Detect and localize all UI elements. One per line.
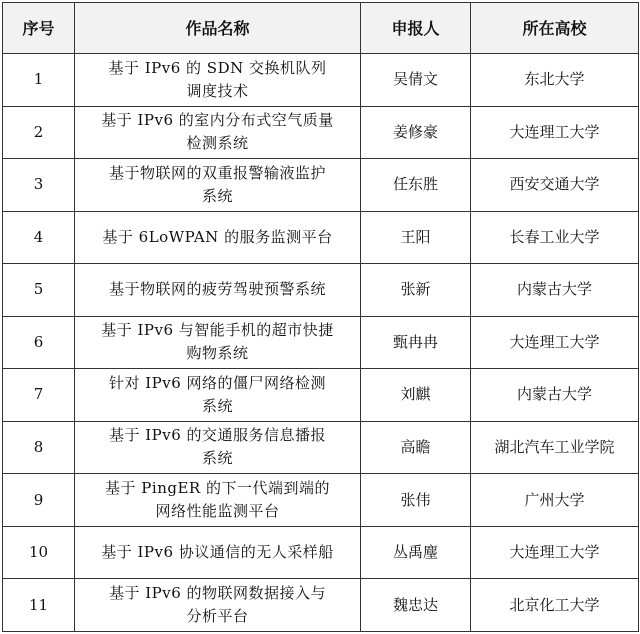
row-title — [75, 579, 361, 632]
row-title-line1: 基于 IPv6 的交通服务信息播报 — [108, 426, 327, 445]
row-school: 内蒙古大学 — [471, 369, 639, 422]
table-row — [3, 54, 639, 107]
row-applicant: 刘麒 — [361, 369, 471, 422]
table-row — [3, 211, 639, 264]
row-title — [75, 316, 361, 369]
row-number: 1 — [3, 54, 75, 107]
row-applicant: 甄冉冉 — [361, 316, 471, 369]
row-school: 广州大学 — [471, 474, 639, 527]
table-row — [3, 421, 639, 474]
table-row — [3, 526, 639, 579]
row-number: 11 — [3, 579, 75, 632]
row-title-line1: 基于 IPv6 与智能手机的超市快捷 — [101, 321, 334, 340]
row-title — [75, 54, 361, 107]
row-applicant: 吴倩文 — [361, 54, 471, 107]
table-row — [3, 106, 639, 159]
row-applicant: 任东胜 — [361, 159, 471, 212]
row-title-line1: 基于 6LoWPAN 的服务监测平台 — [102, 227, 333, 246]
table-body — [3, 54, 639, 632]
table-row — [3, 159, 639, 212]
row-school: 大连理工大学 — [471, 106, 639, 159]
header-title: 作品名称 — [75, 3, 361, 54]
row-school: 北京化工大学 — [471, 579, 639, 632]
row-number: 2 — [3, 106, 75, 159]
row-title-line1: 基于 IPv6 的 SDN 交换机队列 — [108, 58, 327, 77]
row-title — [75, 526, 361, 579]
row-applicant: 高瞻 — [361, 421, 471, 474]
row-school: 大连理工大学 — [471, 526, 639, 579]
awards-table — [2, 2, 639, 632]
row-applicant: 丛禹麈 — [361, 526, 471, 579]
row-title-line2: 分析平台 — [186, 607, 249, 626]
row-title-line2: 系统 — [201, 449, 233, 468]
row-school: 湖北汽车工业学院 — [471, 421, 639, 474]
row-title-line2: 网络性能监测平台 — [155, 502, 280, 521]
row-title-line2: 系统 — [201, 186, 233, 205]
row-number: 10 — [3, 526, 75, 579]
header-school: 所在高校 — [471, 3, 639, 54]
row-title-line1: 基于 IPv6 的室内分布式空气质量 — [101, 111, 334, 130]
row-title-line1: 基于 IPv6 协议通信的无人采样船 — [101, 543, 334, 562]
row-title-line1: 针对 IPv6 网络的僵尸网络检测 — [108, 373, 327, 392]
table-row — [3, 369, 639, 422]
row-number: 5 — [3, 264, 75, 317]
row-applicant: 魏忠达 — [361, 579, 471, 632]
row-title-line1: 基于 PingER 的下一代端到端的 — [105, 479, 330, 498]
row-number: 4 — [3, 211, 75, 264]
row-school: 大连理工大学 — [471, 316, 639, 369]
row-title-line1: 基于物联网的疲劳驾驶预警系统 — [108, 280, 326, 299]
row-title-line2: 检测系统 — [186, 134, 249, 153]
row-number: 9 — [3, 474, 75, 527]
row-applicant: 张伟 — [361, 474, 471, 527]
header-applicant: 申报人 — [361, 3, 471, 54]
table-row — [3, 474, 639, 527]
row-title — [75, 369, 361, 422]
row-number: 8 — [3, 421, 75, 474]
row-number: 3 — [3, 159, 75, 212]
row-number: 6 — [3, 316, 75, 369]
row-title — [75, 106, 361, 159]
row-number: 7 — [3, 369, 75, 422]
row-applicant: 王阳 — [361, 211, 471, 264]
table-row — [3, 579, 639, 632]
header-no: 序号 — [3, 3, 75, 54]
row-title — [75, 421, 361, 474]
row-title-line1: 基于 IPv6 的物联网数据接入与 — [108, 584, 327, 603]
row-school: 西安交通大学 — [471, 159, 639, 212]
table-row — [3, 264, 639, 317]
row-title — [75, 264, 361, 317]
row-school: 长春工业大学 — [471, 211, 639, 264]
row-title — [75, 159, 361, 212]
row-school: 东北大学 — [471, 54, 639, 107]
row-title — [75, 474, 361, 527]
table-row — [3, 316, 639, 369]
row-title-line2: 调度技术 — [186, 81, 249, 100]
row-school: 内蒙古大学 — [471, 264, 639, 317]
row-title-line2: 购物系统 — [186, 344, 249, 363]
row-title-line1: 基于物联网的双重报警输液监护 — [108, 163, 326, 182]
row-applicant: 张新 — [361, 264, 471, 317]
row-title — [75, 211, 361, 264]
header-row — [3, 3, 639, 54]
row-applicant: 姜修豪 — [361, 106, 471, 159]
row-title-line2: 系统 — [201, 396, 233, 415]
